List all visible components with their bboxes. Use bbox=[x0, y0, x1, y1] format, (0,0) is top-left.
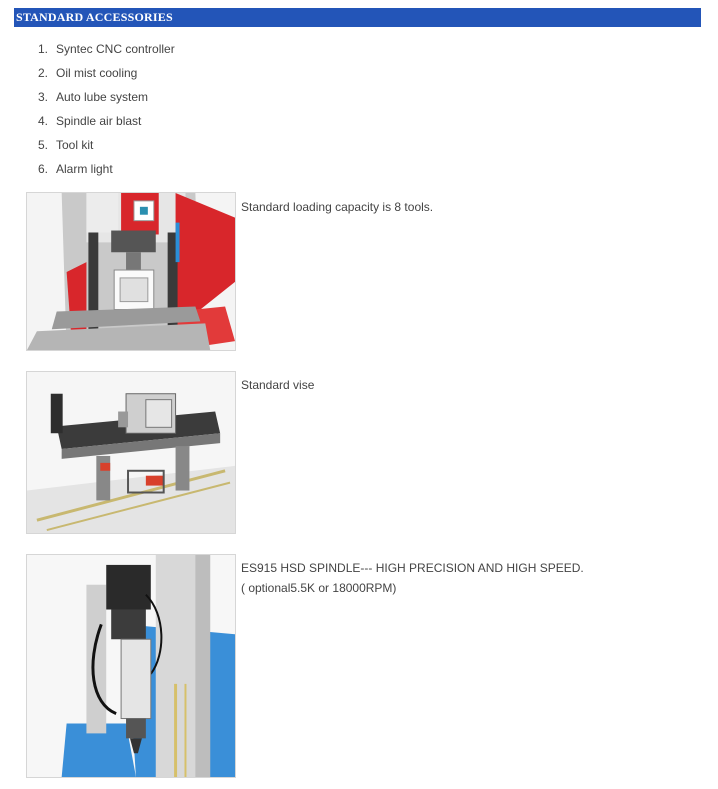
list-item: 5. Tool kit bbox=[38, 138, 94, 152]
spindle-photo bbox=[26, 554, 236, 778]
vise-caption: Standard vise bbox=[241, 378, 315, 392]
accessories-list bbox=[38, 40, 175, 184]
list-item: 2. Oil mist cooling bbox=[38, 66, 138, 80]
section-header: STANDARD ACCESSORIES bbox=[14, 8, 701, 27]
tool-capacity-caption: Standard loading capacity is 8 tools. bbox=[241, 200, 434, 214]
list-item: 1. Syntec CNC controller bbox=[38, 42, 175, 56]
tool-magazine-photo bbox=[26, 192, 236, 351]
list-item: 6. Alarm light bbox=[38, 162, 113, 176]
list-item: 4. Spindle air blast bbox=[38, 114, 142, 128]
standard-vise-photo bbox=[26, 371, 236, 534]
list-item: 3. Auto lube system bbox=[38, 90, 149, 104]
spindle-caption: ES915 HSD SPINDLE--- HIGH PRECISION AND HIGH SPEED. ( optional5.5K or 18000RPM) bbox=[241, 561, 584, 595]
